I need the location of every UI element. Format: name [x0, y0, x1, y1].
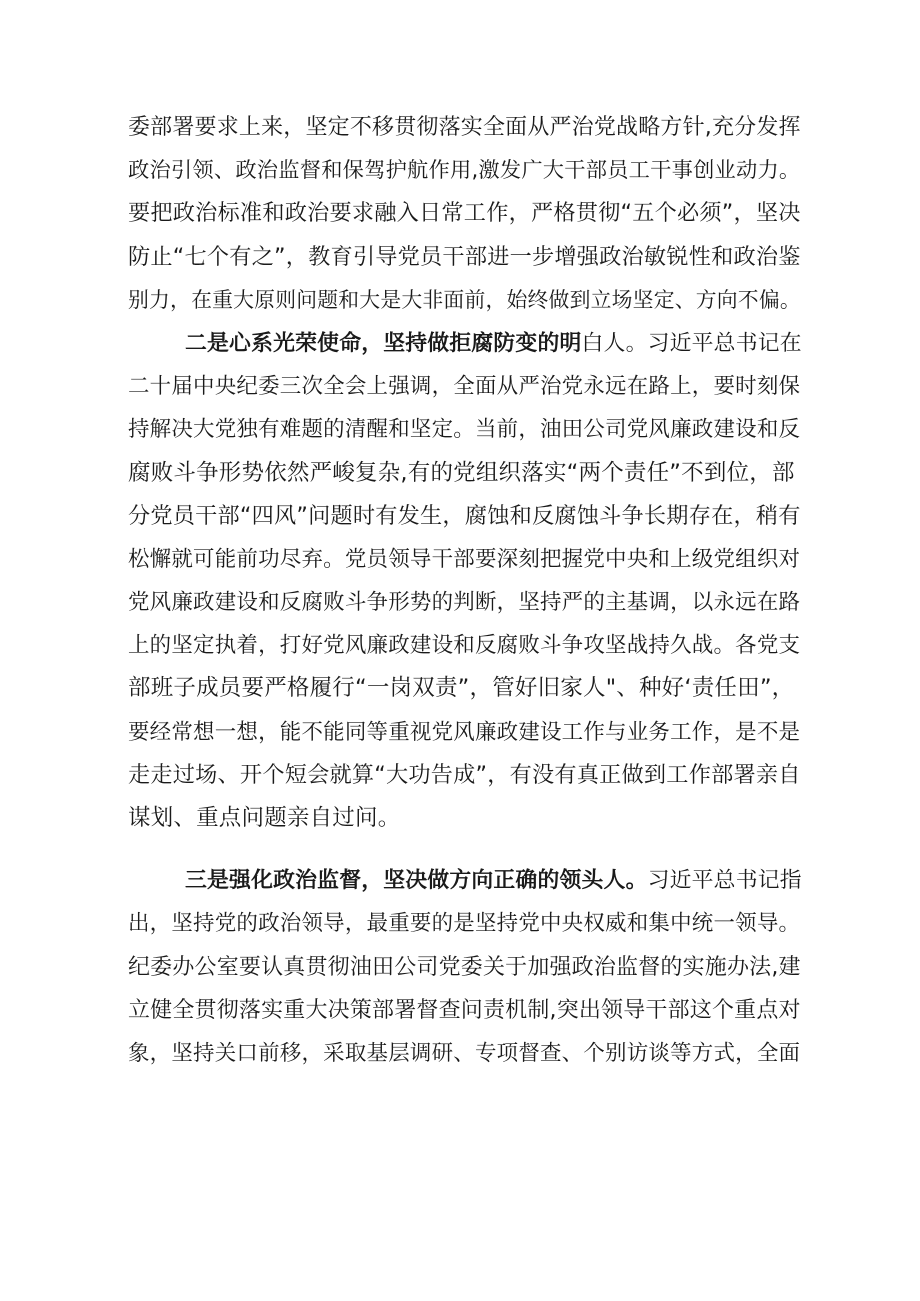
text-line: 纪委办公室要认真贯彻油田公司党委关于加强政治监督的实施办法,建 [128, 954, 801, 980]
text-line: 二十届中央纪委三次全会上强调，全面从严治党永远在路上，要时刻保 [128, 374, 801, 400]
text-line: 松懈就可能前功尽弃。党员领导干部要深刻把握党中央和上级党组织对 [128, 546, 801, 572]
paragraph-lead-text: 习近平总书记指 [647, 868, 802, 894]
text-line: 象，坚持关口前移，采取基层调研、专项督查、个别访谈等方式，全面 [128, 1040, 801, 1066]
text-line: 要经常想一想，能不能同等重视党风廉政建设工作与业务工作，是不是 [128, 719, 801, 745]
paragraph-heading: 二是心系光荣使命，坚持做拒腐防变的明 [185, 330, 582, 356]
text-line: 立健全贯彻落实重大决策部署督查问责机制,突出领导干部这个重点对 [128, 997, 801, 1023]
document-body [128, 106, 804, 1075]
text-line: 谋划、重点问题亲自过问。 [128, 805, 401, 831]
paragraph-1 [128, 106, 804, 322]
text-line: 要把政治标准和政治要求融入日常工作，严格贯彻“五个必须”，坚决 [128, 200, 801, 227]
text-line: 腐败斗争形势依然严峻复杂,有的党组织落实“两个责任”不到位，部 [128, 459, 795, 486]
text-line: 持解决大党独有难题的清醒和坚定。当前，油田公司党风廉政建设和反 [128, 417, 801, 443]
paragraph-2 [128, 322, 804, 840]
paragraph-lead-text: 白人。习近平总书记在 [581, 330, 802, 356]
paragraph-3 [128, 859, 804, 1075]
text-line: 上的坚定执着，打好党风廉政建设和反腐败斗争攻坚战持久战。各党支 [128, 633, 801, 659]
text-line: 委部署要求上来，坚定不移贯彻落实全面从严治党战略方针,充分发挥 [128, 115, 801, 140]
text-line: 政治引领、政治监督和保驾护航作用,激发广大干部员工干事创业动力。 [128, 158, 801, 184]
text-line: 党风廉政建设和反腐败斗争形势的判断，坚持严的主基调，以永远在路 [128, 590, 801, 616]
text-line: 别力，在重大原则问题和大是大非面前，始终做到立场坚定、方向不偏。 [128, 287, 801, 312]
text-line: 分党员干部“四风”问题时有发生，腐蚀和反腐蚀斗争长期存在，稍有 [128, 502, 801, 529]
text-line: 出，坚持党的政治领导，最重要的是坚持党中央权威和集中统一领导。 [128, 911, 801, 937]
text-line: 防止“七个有之”，教育引导党员干部进一步增强政治敏锐性和政治鉴 [128, 243, 801, 270]
text-line: 部班子成员要严格履行“一岗双责”，管好旧家人"、种好‘责任田”， [128, 675, 795, 702]
paragraph-heading: 三是强化政治监督，坚决做方向正确的领头人。 [185, 868, 648, 894]
paragraph-first-line [128, 859, 804, 902]
paragraph-first-line [128, 322, 804, 365]
text-line: 走走过场、开个短会就算“大功告成”，有没有真正做到工作部署亲自 [128, 761, 801, 788]
